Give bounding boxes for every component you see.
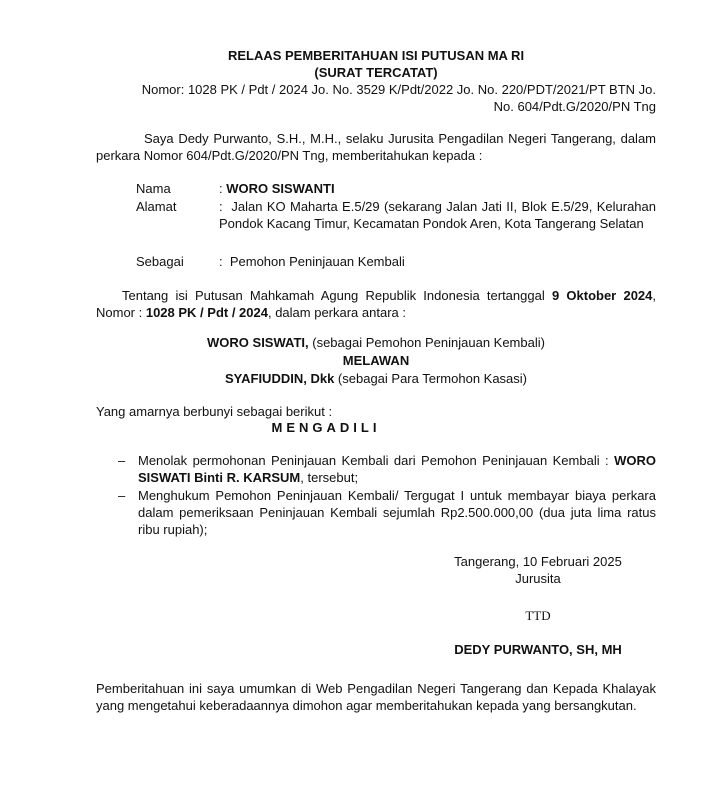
bullet-dash-2: – [118,488,126,503]
document-number-line2: No. 604/Pdt.G/2020/PN Tng [493,99,656,114]
amar-intro: Yang amarnya berbunyi sebagai berikut : [96,404,333,419]
signature-position: Jurusita [515,571,561,586]
signature-place-date: Tangerang, 10 Februari 2025 [454,554,622,569]
bullet-item-1: Menolak permohonan Peninjauan Kembali dari Pemohon Peninjauan Kembali : WORO SISWATI Binti R. KARSUM, tersebut; [138,453,656,485]
bullet-dash-1: – [118,453,126,468]
document-subtitle: (SURAT TERCATAT) [314,65,438,80]
footer-paragraph: Pemberitahuan ini saya umumkan di Web Pengadilan Negeri Tangerang dan Kepada Khalayak yang mengetahui keberadaannya dimohon agar memberitahukan kepada yang bersangkutan. [96,681,656,713]
intro-paragraph: Saya Dedy Purwanto, S.H., M.H., selaku Jurusita Pengadilan Negeri Tangerang, dalam perkara Nomor 604/Pdt.G/2020/PN Tng, memberitahukan kepada : [96,131,656,163]
sebagai-label: Sebagai [136,254,184,269]
document-number-line1: Nomor: 1028 PK / Pdt / 2024 Jo. No. 3529 K/Pdt/2022 Jo. No. 220/PDT/2021/PT BTN Jo. [141,82,656,97]
alamat-value: : Jalan KO Maharta E.5/29 (sekarang Jalan Jati II, Blok E.5/29, Kelurahan Pondok Kacang Timur, Kecamatan Pondok Aren, Kota Tangerang Selatan [219,199,656,231]
party-one: WORO SISWATI, (sebagai Pemohon Peninjauan Kembali) [207,335,545,350]
bullet-item-2: Menghukum Pemohon Peninjauan Kembali/ Tergugat I untuk membayar biaya perkara dalam pemeriksaan Peninjauan Kembali sejumlah Rp2.500.000,00 (dua juta lima ratus ribu rupiah); [138,488,656,537]
alamat-label: Alamat [136,199,177,214]
mengadili-heading: MENGADILI [271,420,381,435]
sebagai-value: : Pemohon Peninjauan Kembali [219,254,405,269]
tentang-paragraph: Tentang isi Putusan Mahkamah Agung Republik Indonesia tertanggal 9 Oktober 2024, Nomor : 1028 PK / Pdt / 2024, dalam perkara antara : [96,288,657,320]
signature-ttd: TTD [525,608,551,623]
nama-label: Nama [136,181,171,196]
party-two: SYAFIUDDIN, Dkk (sebagai Para Termohon Kasasi) [224,371,528,386]
melawan-label: MELAWAN [342,353,410,368]
nama-value: : WORO SISWANTI [219,181,335,196]
signature-name: DEDY PURWANTO, SH, MH [454,642,622,657]
document-title: RELAAS PEMBERITAHUAN ISI PUTUSAN MA RI [227,48,525,63]
